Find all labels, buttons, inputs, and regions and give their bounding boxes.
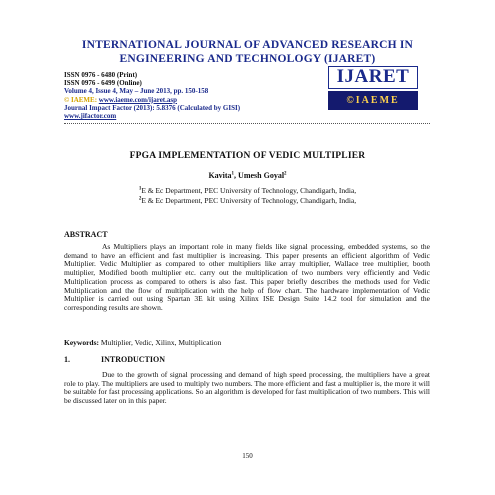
author-separator: , [234,171,239,180]
journal-meta [64,71,314,120]
affiliation-2 [40,196,455,205]
iaeme-logo: ©IAEME [328,91,418,110]
intro-body: Due to the growth of signal processing and demand of high speed processing, the multipliers have a great role to play. The multipliers are used to multiply two numbers. The more efficient and fast a multiplier is, the more it will be suitable for fast processing applications. So an algorithm is developed for fast multiplication of two numbers. This will be discussed later on in this paper. [64,370,430,406]
ijaret-logo: IJARET [328,66,418,89]
keywords-label: Keywords: [64,338,99,347]
paper-title: FPGA IMPLEMENTATION OF VEDIC MULTIPLIER [129,151,366,161]
affiliation-2-text: E & Ec Department, PEC University of Technology, Chandigarh, India, [141,196,357,205]
keywords-line [64,338,430,347]
affiliation-1-sup: 1 [138,186,142,192]
copyright-line [64,96,314,104]
journal-title-line2: ENGINEERING AND TECHNOLOGY (IJARET) [119,53,376,65]
keywords-text: Multiplier, Vedic, Xilinx, Multiplication [99,338,222,347]
copyright-label: © IAEME: [64,95,98,104]
author-line [40,171,455,180]
author-2-sup: 2 [284,171,287,177]
intro-section-number: 1. [64,355,70,364]
affiliation-2-sup: 2 [138,196,142,202]
author-1: Kavita [208,171,232,180]
journal-title-line1: INTERNATIONAL JOURNAL OF ADVANCED RESEARCH IN [81,39,414,51]
author-2: Umesh Goyal [238,171,285,180]
intro-heading: INTRODUCTION [101,355,166,364]
header-divider [64,123,430,124]
jifactor-link[interactable]: www.jifactor.com [64,112,117,121]
abstract-body: As Multipliers plays an important role in many fields like signal processing, embedded systems, so the demand to have an efficient and fast multiplier is increasing. This paper presents an efficient algorithm of Vedic Multiplier. Vedic Multiplier as compared to other multipliers like array multiplier, Wallace tree multiplier, booth multiplier, Modified booth multiplier etc. carry out the multiplication of two numbers very efficiently and Vedic Multiplication process as compared to others is also fast. This paper briefly describes the methods used for Vedic Multiplication and the flow of multiplication with the help of flow chart. The hardware implementation of Vedic Multiplier is carried out using Spartan 3E kit using Xilinx ISE Design Suite 14.2 tool for simulation and the corresponding results are shown. [64,242,430,312]
abstract-heading: ABSTRACT [64,230,108,239]
journal-title [40,38,455,66]
page-number: 150 [242,452,253,460]
issn-online: ISSN 0976 - 6499 (Online) [64,79,142,88]
journal-url-link[interactable]: www.iaeme.com/ijaret.asp [98,95,178,104]
affiliation-1-text: E & Ec Department, PEC University of Technology, Chandigarh, India, [141,186,357,195]
issn-print: ISSN 0976 - 6480 (Print) [64,71,138,79]
affiliation-1 [40,186,455,195]
impact-factor: Journal Impact Factor (2013): 5.8376 (Calculated by GISI) [64,103,241,112]
volume-info: Volume 4, Issue 4, May – June 2013, pp. 150-158 [64,87,209,96]
author-1-sup: 1 [231,171,235,177]
